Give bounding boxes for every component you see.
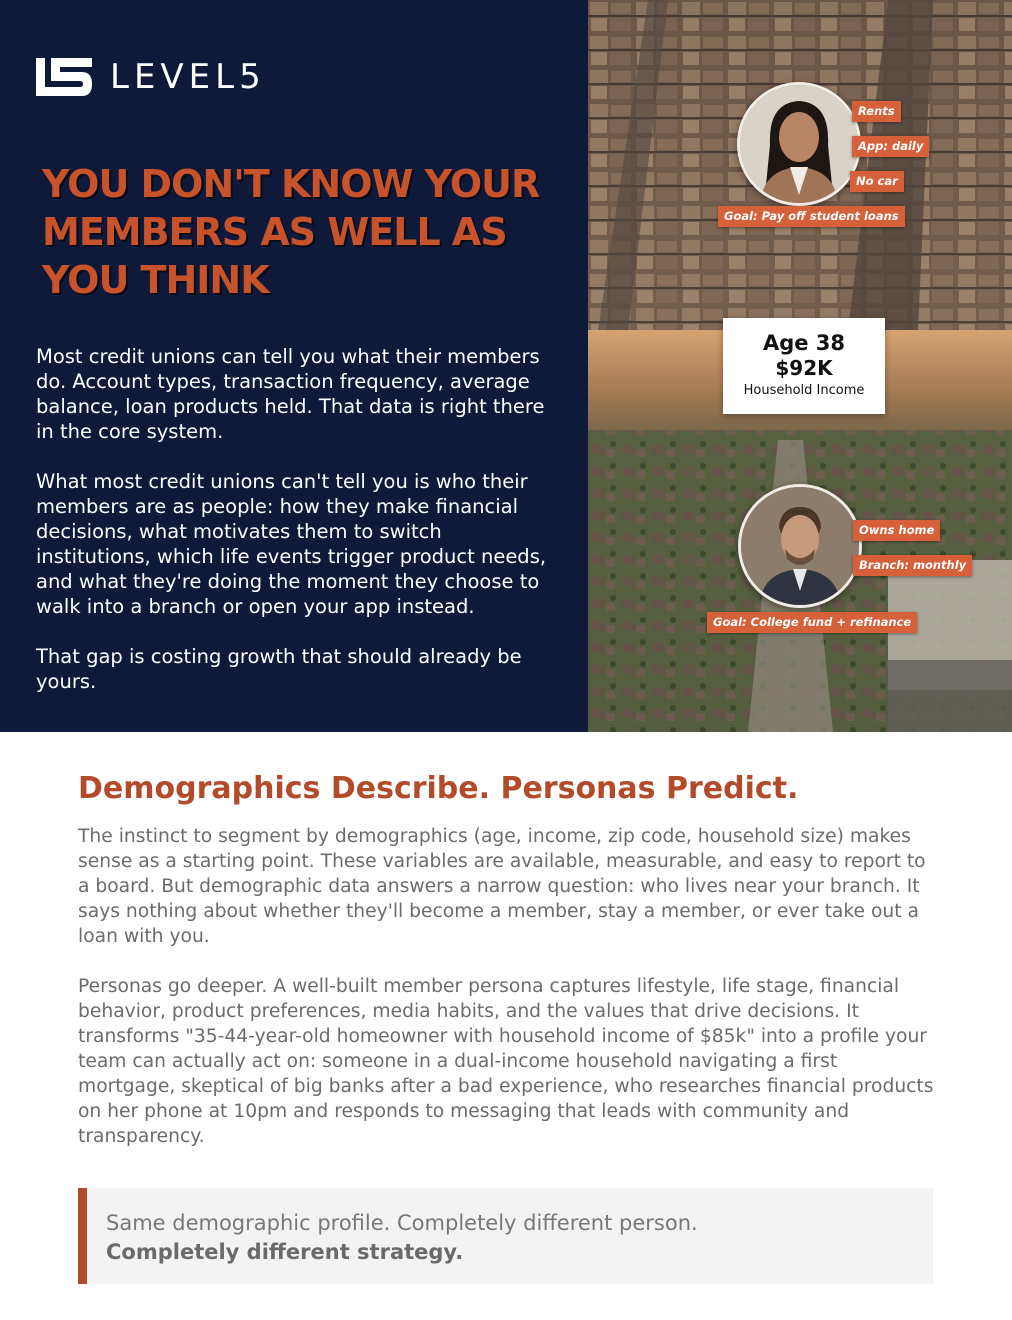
hero-body (36, 344, 556, 719)
section-paragraph: The instinct to segment by demographics (age, income, zip code, household size) makes sense as a starting point. These variables are available, measurable, and easy to report to a board. But demographic data answers a narrow question: who lives near your branch. It says nothing about whether they'll become a member, stay a member, or ever take out a loan with you. (78, 826, 926, 947)
persona-graphic (588, 0, 1012, 732)
hero-title: YOU DON'T KNOW YOUR MEMBERS AS WELL AS YOU THINK (42, 162, 540, 302)
level5-logo-icon (36, 58, 92, 96)
persona-a-goal: Goal: Pay off student loans (718, 206, 905, 227)
stat-card (723, 318, 885, 414)
callout-line: Same demographic profile. Completely different person. (106, 1211, 698, 1235)
logo (36, 58, 266, 96)
persona-b-photo (738, 484, 862, 608)
persona-a-tag: App: daily (852, 136, 929, 157)
persona-b-tag: Owns home (853, 520, 940, 541)
woman-portrait-icon (740, 85, 858, 203)
section-paragraph: Personas go deeper. A well-built member persona captures lifestyle, life stage, financial behavior, product preferences, media habits, and the values that drive decisions. It transforms "35-44-year-old homeowner with household income of $85k" into a profile your team can actually act on: someone in a dual-income household navigating a first mortgage, skeptical of big banks after a bad experience, who researches financial products on her phone at 10pm and responds to messaging that leads with community and transparency. (78, 976, 934, 1147)
stat-income: $92K (775, 356, 833, 380)
persona-a-tag: Rents (852, 101, 901, 122)
hero-panel (0, 0, 588, 732)
callout-emphasis: Completely different strategy. (106, 1240, 464, 1264)
section-title: Demographics Describe. Personas Predict. (78, 771, 799, 806)
man-portrait-icon (741, 487, 859, 605)
hero-paragraph: What most credit unions can't tell you is who their members are as people: how they make financial decisions, what motivates them to switch institutions, which life events trigger product needs, and what they're doing the moment they choose to walk into a branch or open your app instead. (36, 470, 547, 618)
persona-a-tag: No car (850, 171, 904, 192)
stat-income-label: Household Income (743, 383, 865, 398)
callout-quote (78, 1188, 933, 1284)
hero-paragraph: That gap is costing growth that should already be yours. (36, 645, 522, 693)
persona-b-tag: Branch: monthly (853, 555, 972, 576)
persona-a-photo (737, 82, 861, 206)
logo-wordmark: LEVEL5 (110, 57, 266, 97)
stat-age: Age 38 (762, 331, 846, 355)
persona-b-goal: Goal: College fund + refinance (707, 612, 917, 633)
section-body (78, 824, 938, 1174)
hero-paragraph: Most credit unions can tell you what their members do. Account types, transaction frequency, average balance, loan products held. That data is right there in the core system. (36, 345, 545, 443)
